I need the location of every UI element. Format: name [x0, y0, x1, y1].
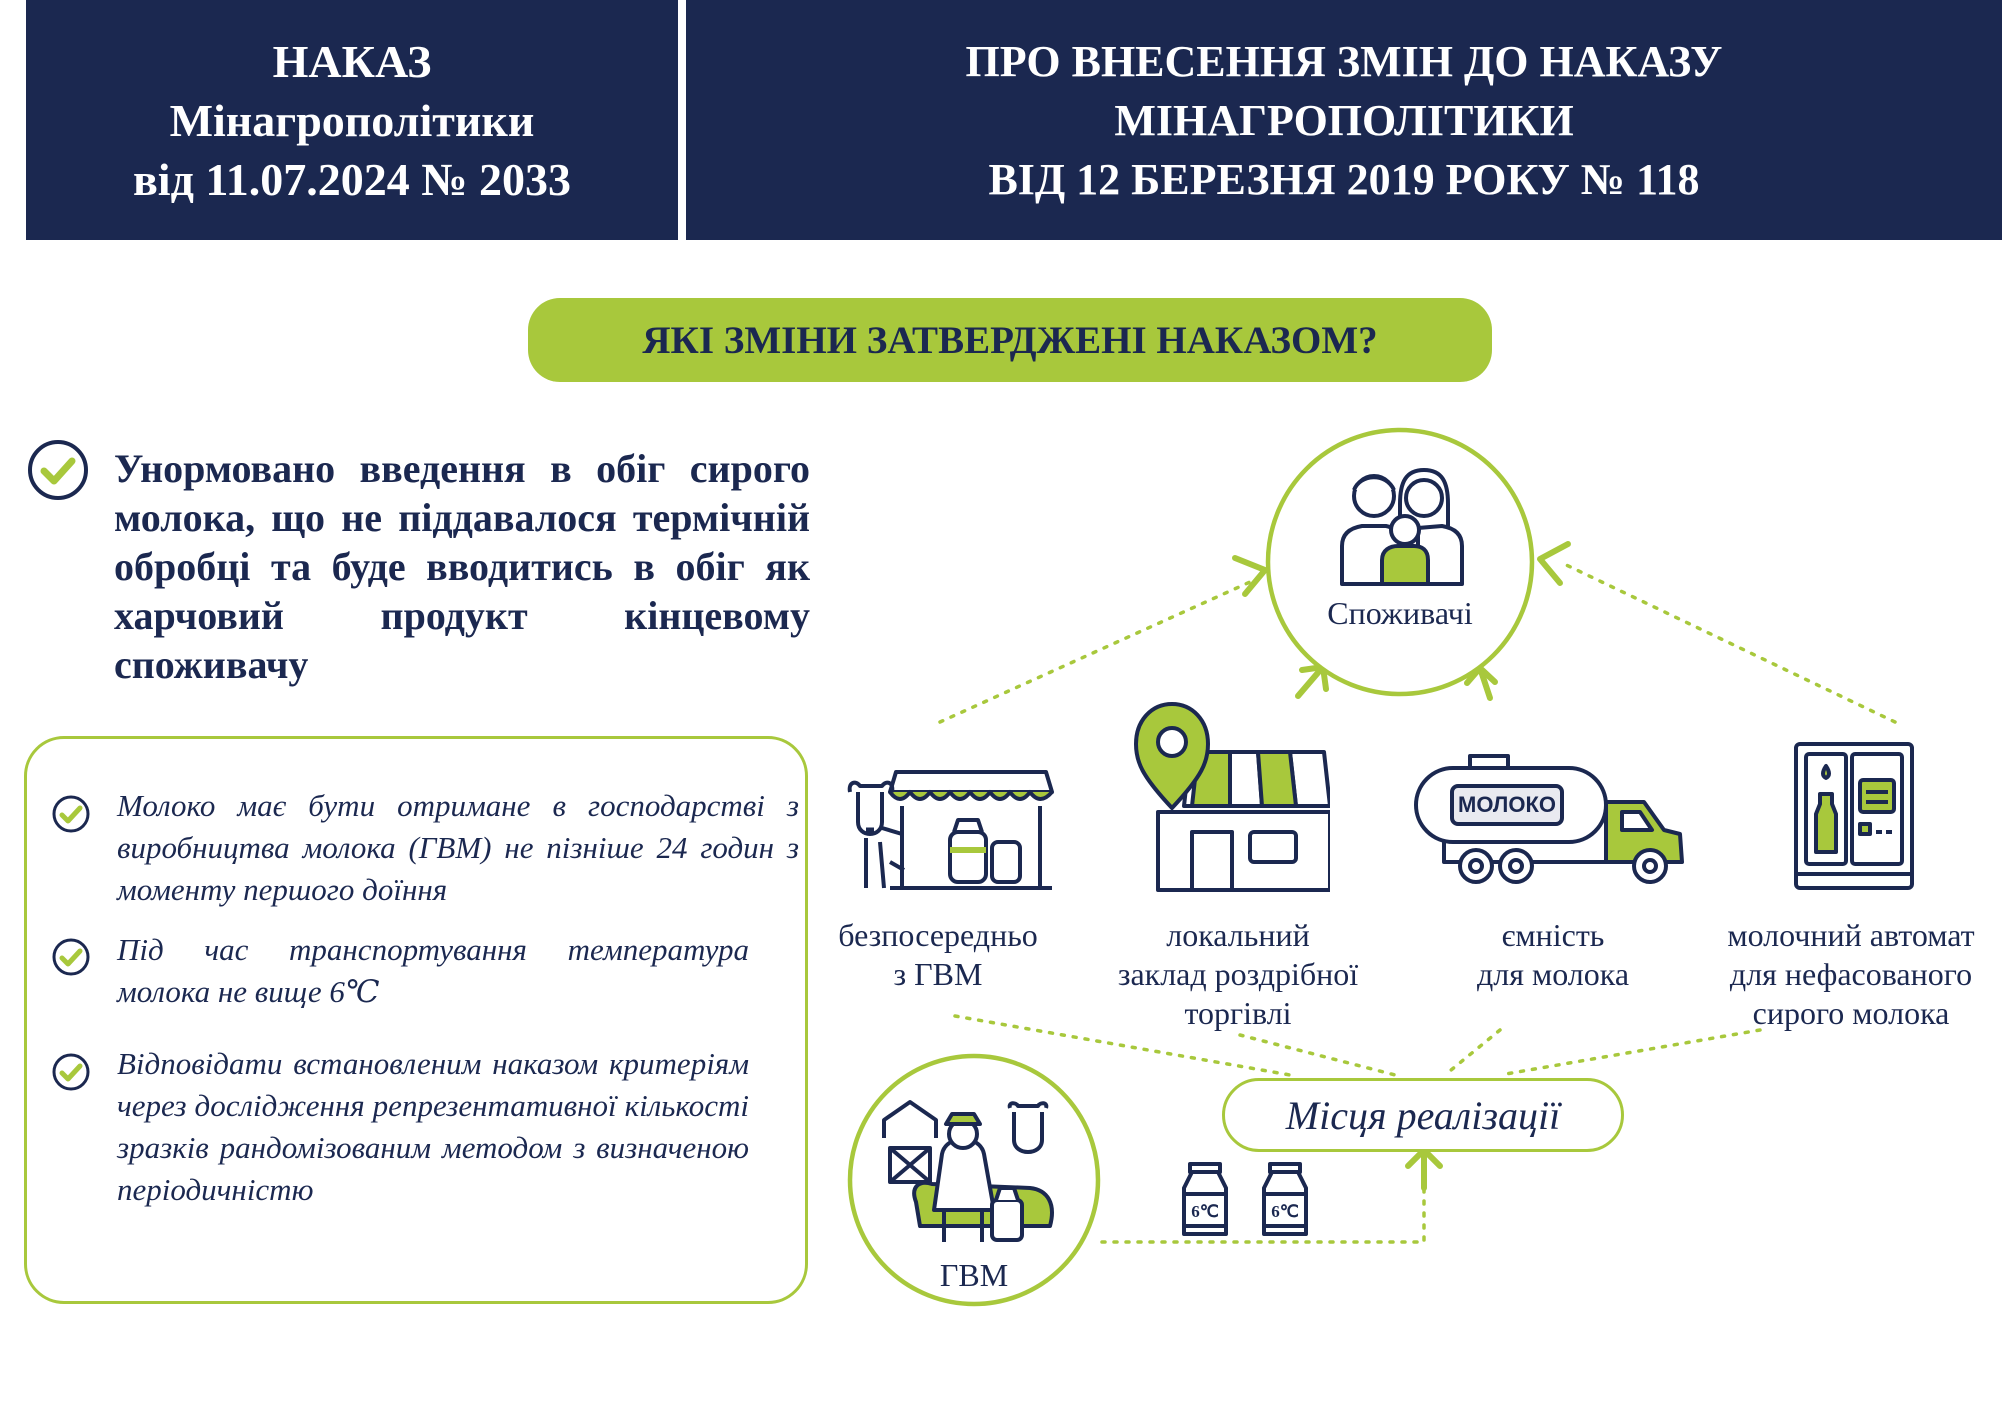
subject-line-1: ПРО ВНЕСЕННЯ ЗМІН ДО НАКАЗУ: [965, 36, 1723, 86]
outlet-label: локальний заклад роздрібної торгівлі: [1117, 917, 1359, 1031]
tanker-label: МОЛОКО: [1458, 792, 1556, 817]
milk-can-icon: [1256, 1160, 1314, 1240]
vending-machine-icon: [1792, 740, 1916, 892]
shop-location-icon: [1130, 700, 1330, 894]
farm-label: ГВМ: [939, 1257, 1009, 1293]
family-icon: [1338, 460, 1468, 588]
subject-line-3: ВІД 12 БЕРЕЗНЯ 2019 РОКУ № 118: [988, 154, 1700, 204]
criterion-item: Відповідати встановленим наказом критеріям через дослідження репрезентативної кількості зразків рандомізованим методом з визначеною періодичністю: [117, 1046, 749, 1207]
subject-line-2: МІНАГРОПОЛІТИКИ: [1114, 95, 1574, 145]
criterion-item: Молоко має бути отримане в господарстві з виробництва молока (ГВМ) не пізніше 24 годин з моменту першого доїння: [117, 788, 799, 907]
milk-tanker-icon: [1412, 750, 1688, 890]
intro-statement: Унормовано введення в обіг сирого молока, що не піддавалося термічній обробці та буде вводитись в обіг як харчовий продукт кінцевому споживачу: [114, 446, 810, 687]
farmer-icon: [880, 1098, 1062, 1246]
criterion-item: Під час транспортування температура молока не вище 6℃: [117, 932, 749, 1009]
order-date-number: від 11.07.2024 № 2033: [132, 153, 572, 205]
farm-stall-icon: [846, 742, 1056, 892]
can-temp-label: 6℃: [1271, 1202, 1299, 1221]
order-ministry: Мінагрополітики: [169, 94, 535, 146]
order-title: НАКАЗ: [272, 35, 432, 87]
outlet-label: молочний автомат для нефасованого сирого молока: [1727, 917, 1975, 1031]
places-of-sale-box: Місця реалізації: [1222, 1078, 1624, 1152]
outlet-label: ємність для молока: [1476, 917, 1630, 992]
consumers-label: Споживачі: [1327, 595, 1473, 631]
question-banner: ЯКІ ЗМІНИ ЗАТВЕРДЖЕНІ НАКАЗОМ?: [528, 298, 1492, 382]
can-temp-label: 6℃: [1191, 1202, 1219, 1221]
milk-can-icon: [1176, 1160, 1234, 1240]
outlet-label: безпосередньо з ГВМ: [838, 917, 1038, 992]
